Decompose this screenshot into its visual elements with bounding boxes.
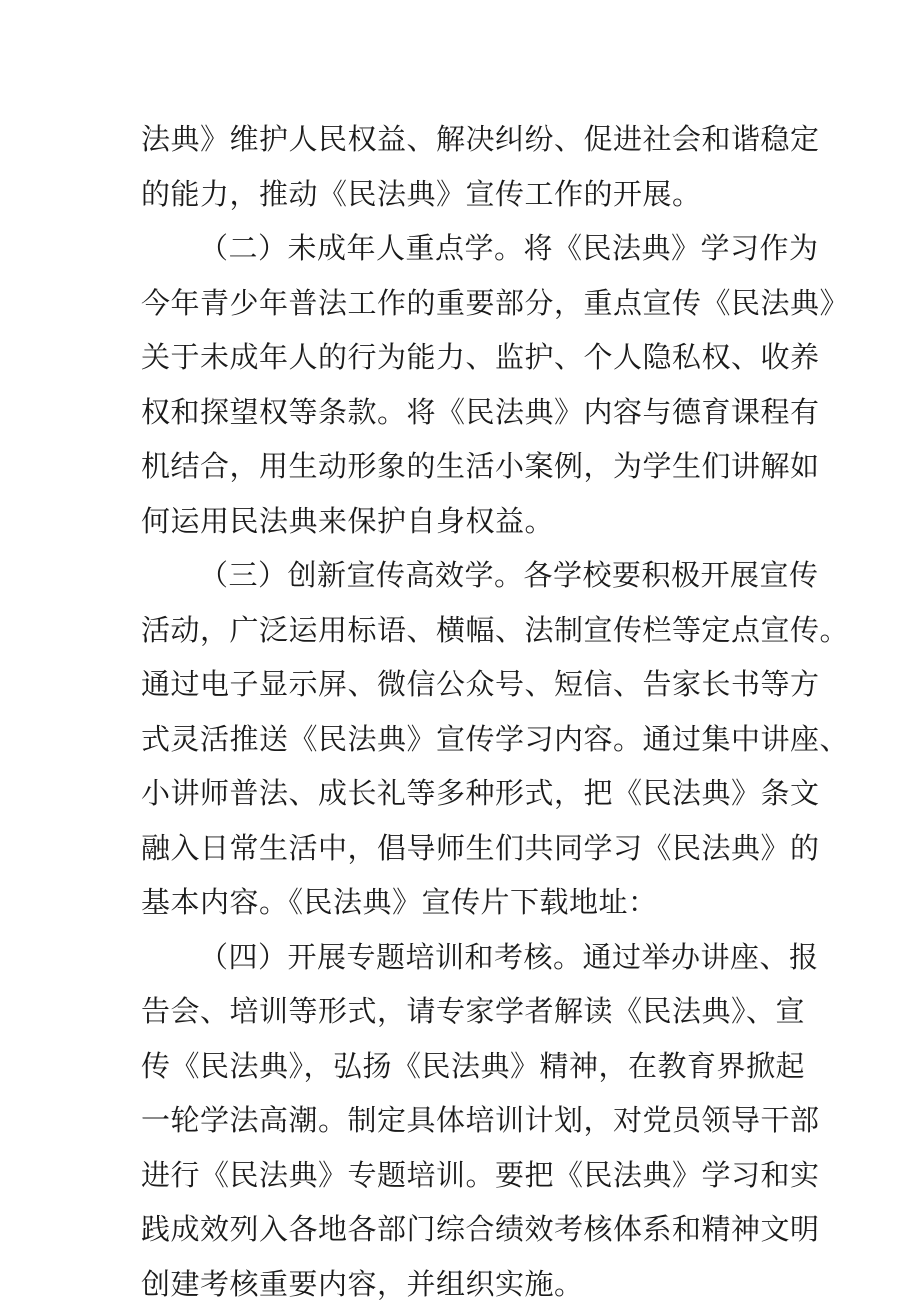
text-line-section-heading: （二）未成年人重点学。将《民法典》学习作为 — [141, 221, 781, 276]
text-line: 关于未成年人的行为能力、监护、个人隐私权、收养 — [141, 330, 781, 385]
text-line: 权和探望权等条款。将《民法典》内容与德育课程有 — [141, 385, 781, 440]
text-line: 活动，广泛运用标语、横幅、法制宣传栏等定点宣传。 — [141, 603, 781, 658]
text-line: 今年青少年普法工作的重要部分，重点宣传《民法典》 — [141, 276, 781, 331]
text-line: 小讲师普法、成长礼等多种形式，把《民法典》条文 — [141, 766, 781, 821]
text-line: 式灵活推送《民法典》宣传学习内容。通过集中讲座、 — [141, 712, 781, 767]
text-line-section-heading: （三）创新宣传高效学。各学校要积极开展宣传 — [141, 548, 781, 603]
text-line: 融入日常生活中，倡导师生们共同学习《民法典》的 — [141, 821, 781, 876]
text-line: 进行《民法典》专题培训。要把《民法典》学习和实 — [141, 1148, 781, 1203]
text-line: 何运用民法典来保护自身权益。 — [141, 494, 781, 549]
text-line: 基本内容。《民法典》宣传片下载地址： — [141, 875, 781, 930]
text-line-section-heading: （四）开展专题培训和考核。通过举办讲座、报 — [141, 930, 781, 985]
text-line: 创建考核重要内容，并组织实施。 — [141, 1257, 781, 1311]
text-line: 通过电子显示屏、微信公众号、短信、告家长书等方 — [141, 657, 781, 712]
text-line: 法典》维护人民权益、解决纠纷、促进社会和谐稳定 — [141, 112, 781, 167]
document-body — [141, 112, 781, 1311]
text-line: 的能力，推动《民法典》宣传工作的开展。 — [141, 167, 781, 222]
text-line: 告会、培训等形式，请专家学者解读《民法典》、宣 — [141, 984, 781, 1039]
text-line: 机结合，用生动形象的生活小案例，为学生们讲解如 — [141, 439, 781, 494]
text-line: 践成效列入各地各部门综合绩效考核体系和精神文明 — [141, 1202, 781, 1257]
text-line: 一轮学法高潮。制定具体培训计划，对党员领导干部 — [141, 1093, 781, 1148]
text-line: 传《民法典》，弘扬《民法典》精神，在教育界掀起 — [141, 1039, 781, 1094]
